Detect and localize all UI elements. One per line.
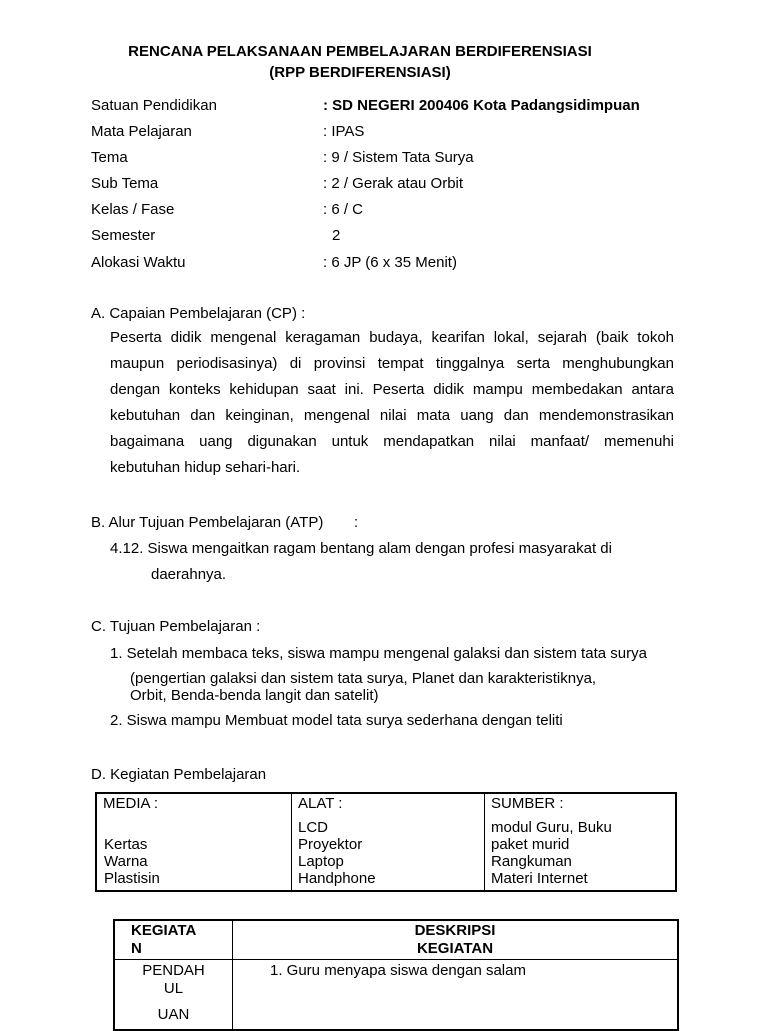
info-value-subtema: : 2 / Gerak atau Orbit — [323, 175, 464, 192]
alat-item: Laptop — [298, 853, 344, 870]
kegiatan-header-l1: KEGIATA — [131, 922, 197, 939]
info-value-alokasi: : 6 JP (6 x 35 Menit) — [323, 254, 457, 271]
media-cell — [96, 793, 292, 891]
section-a-line: maupun periodisasinya) di provinsi tempat tinggalnya serta menghubungkan — [110, 355, 674, 372]
media-item: Kertas — [104, 836, 148, 853]
section-a-paragraph — [110, 325, 674, 481]
sumber-cell — [485, 793, 677, 891]
sumber-item: paket murid — [491, 836, 570, 853]
section-b-colon: : — [354, 514, 359, 531]
sumber-item: modul Guru, Buku — [491, 819, 612, 836]
info-label-mapel: Mata Pelajaran — [91, 123, 192, 140]
section-b-item-line1: 4.12. Siswa mengaitkan ragam bentang alam dengan profesi masyarakat di — [110, 540, 612, 557]
deskripsi-header-l1: DESKRIPSI — [414, 922, 496, 939]
section-a-line: kebutuhan dan keinginan, mengenal nilai mata uang dan mendemonstrasikan — [110, 407, 674, 424]
section-c-item1: 1. Setelah membaca teks, siswa mampu mengenal galaksi dan sistem tata surya — [110, 645, 647, 662]
media-item: Warna — [104, 853, 148, 870]
info-label-satuan: Satuan Pendidikan — [91, 97, 217, 114]
pendahuluan-cell — [114, 960, 233, 1030]
alat-cell — [292, 793, 485, 891]
info-label-alokasi: Alokasi Waktu — [91, 254, 186, 271]
alat-item: LCD — [298, 819, 329, 836]
document-title-line1: RENCANA PELAKSANAAN PEMBELAJARAN BERDIFERENSIASI — [128, 43, 592, 60]
section-a-line: dengan konteks kehidupan saat ini. Peserta didik mampu membedakan antara — [110, 381, 674, 398]
kegiatan-table — [113, 919, 679, 1031]
section-c-item2: 2. Siswa mampu Membuat model tata surya sederhana dengan teliti — [110, 712, 563, 729]
info-value-mapel: : IPAS — [323, 123, 365, 140]
info-label-semester: Semester — [91, 227, 156, 244]
deskripsi-header-l2: KEGIATAN — [416, 940, 494, 957]
alat-item: Proyektor — [298, 836, 363, 853]
sumber-item: Materi Internet — [491, 870, 588, 887]
media-alat-sumber-table — [95, 792, 677, 892]
info-label-subtema: Sub Tema — [91, 175, 159, 192]
section-b-heading: B. Alur Tujuan Pembelajaran (ATP) — [91, 514, 324, 531]
pendahuluan-desc-cell — [233, 960, 679, 1030]
kegiatan-header-l2: N — [131, 940, 142, 957]
deskripsi-header-cell — [233, 920, 679, 960]
section-a-line: kebutuhan hidup sehari-hari. — [110, 459, 301, 476]
alat-header: ALAT : — [298, 795, 343, 812]
section-c-item1-sub2: Orbit, Benda-benda langit dan satelit) — [130, 687, 379, 704]
section-d-heading: D. Kegiatan Pembelajaran — [91, 766, 267, 783]
info-value-semester: 2 — [332, 227, 341, 244]
pendahuluan-l1: PENDAH — [142, 962, 205, 979]
pendahuluan-l2: UL — [163, 980, 184, 997]
info-value-tema: : 9 / Sistem Tata Surya — [323, 149, 474, 166]
media-header: MEDIA : — [103, 795, 159, 812]
section-c-item1-sub1: (pengertian galaksi dan sistem tata surya, Planet dan karakteristiknya, — [130, 670, 597, 687]
section-a-line: Peserta didik mengenal keragaman budaya, kearifan lokal, sejarah (baik tokoh — [110, 329, 674, 346]
info-label-tema: Tema — [91, 149, 128, 166]
section-a-line: bagaimana uang digunakan untuk mendapatkan nilai manfaat/ memenuhi — [110, 433, 674, 450]
sumber-item: Rangkuman — [491, 853, 572, 870]
section-a-heading: A. Capaian Pembelajaran (CP) : — [91, 305, 306, 322]
kegiatan-header-cell — [114, 920, 233, 960]
pendahuluan-desc: 1. Guru menyapa siswa dengan salam — [270, 962, 526, 979]
info-value-kelas: : 6 / C — [323, 201, 364, 218]
media-item: Plastisin — [104, 870, 160, 887]
alat-item: Handphone — [298, 870, 376, 887]
info-label-kelas: Kelas / Fase — [91, 201, 175, 218]
section-b-item-line2: daerahnya. — [151, 566, 227, 583]
info-value-satuan: : SD NEGERI 200406 Kota Padangsidimpuan — [323, 97, 640, 114]
section-c-heading: C. Tujuan Pembelajaran : — [91, 618, 261, 635]
sumber-header: SUMBER : — [491, 795, 564, 812]
pendahuluan-l3: UAN — [157, 1006, 190, 1023]
document-title-line2: (RPP BERDIFERENSIASI) — [269, 64, 451, 81]
